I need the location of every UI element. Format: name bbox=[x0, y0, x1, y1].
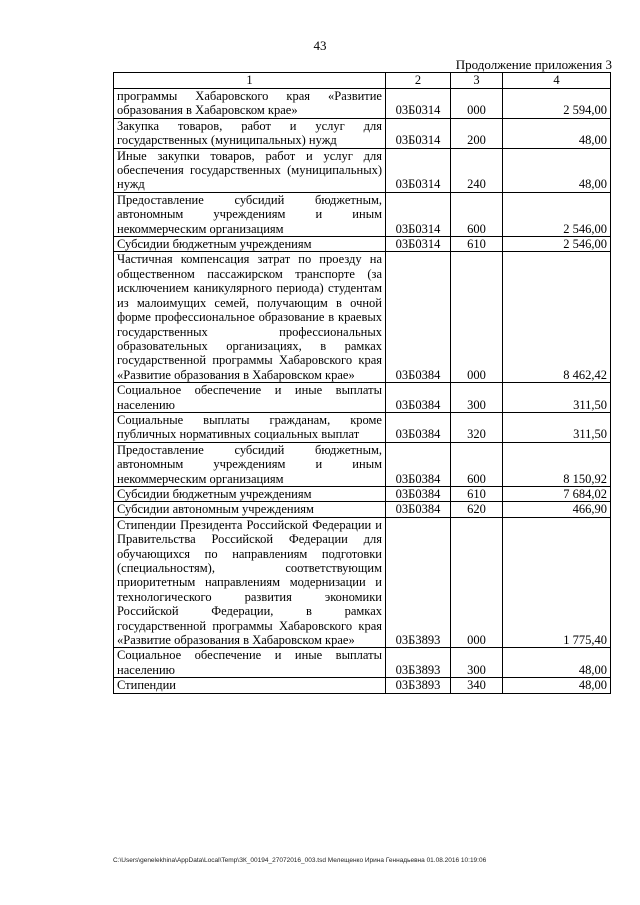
budget-table bbox=[113, 72, 611, 694]
row-code-cell: 03Б0384 bbox=[386, 252, 451, 383]
row-subcode-cell: 600 bbox=[451, 442, 503, 486]
row-subcode-cell: 000 bbox=[451, 89, 503, 119]
row-amount-cell: 8 462,42 bbox=[503, 252, 611, 383]
row-name-cell: Иные закупки товаров, работ и услуг для обеспечения государственных (муниципальных) нужд bbox=[114, 148, 386, 192]
row-amount-cell: 48,00 bbox=[503, 678, 611, 693]
row-name-cell: Предоставление субсидий бюджетным, автономным учреждениям и иным некоммерческим организациям bbox=[114, 192, 386, 236]
row-name-cell: Социальное обеспечение и иные выплаты населению bbox=[114, 648, 386, 678]
row-code-cell: 03Б0314 bbox=[386, 89, 451, 119]
table-row bbox=[114, 412, 611, 442]
page-number: 43 bbox=[313, 38, 327, 53]
column-header: 2 bbox=[386, 73, 451, 89]
row-code-cell: 03Б0384 bbox=[386, 442, 451, 486]
row-name-cell: Стипендии bbox=[114, 678, 386, 693]
table-row bbox=[114, 383, 611, 413]
row-name-cell: Закупка товаров, работ и услуг для государственных (муниципальных) нужд bbox=[114, 118, 386, 148]
table-row bbox=[114, 118, 611, 148]
row-code-cell: 03Б0314 bbox=[386, 192, 451, 236]
row-amount-cell: 311,50 bbox=[503, 412, 611, 442]
table-row bbox=[114, 192, 611, 236]
row-subcode-cell: 600 bbox=[451, 192, 503, 236]
row-subcode-cell: 300 bbox=[451, 383, 503, 413]
table-row bbox=[114, 486, 611, 501]
row-amount-cell: 1 775,40 bbox=[503, 517, 611, 648]
row-code-cell: 03Б3893 bbox=[386, 648, 451, 678]
table-row bbox=[114, 442, 611, 486]
row-subcode-cell: 300 bbox=[451, 648, 503, 678]
row-amount-cell: 7 684,02 bbox=[503, 486, 611, 501]
column-header: 1 bbox=[114, 73, 386, 89]
row-amount-cell: 48,00 bbox=[503, 148, 611, 192]
row-name-cell: Стипендии Президента Российской Федерации и Правительства Российской Федерации для обучающихся по направлениям подготовки (специальностям), соответствующим приоритетным направлениям модернизации и технологического развития экономики Российской Федерации, в рамках государственной программы Хабаровского края «Развитие образования в Хабаровском крае» bbox=[114, 517, 386, 648]
table-row bbox=[114, 517, 611, 648]
row-name-cell: Субсидии автономным учреждениям bbox=[114, 502, 386, 517]
row-code-cell: 03Б3893 bbox=[386, 517, 451, 648]
column-header: 4 bbox=[503, 73, 611, 89]
row-amount-cell: 8 150,92 bbox=[503, 442, 611, 486]
row-code-cell: 03Б0314 bbox=[386, 118, 451, 148]
row-amount-cell: 48,00 bbox=[503, 118, 611, 148]
row-code-cell: 03Б0384 bbox=[386, 502, 451, 517]
row-subcode-cell: 200 bbox=[451, 118, 503, 148]
table-body bbox=[114, 89, 611, 694]
row-name-cell: Социальное обеспечение и иные выплаты населению bbox=[114, 383, 386, 413]
footer-file-path: C:\Users\genelekhina\AppData\Local\Temp\ЗК_00194_27072016_003.tsd Мелещенко Ирина Геннадьевна 01.08.2016 10:19:06 bbox=[113, 857, 487, 864]
row-code-cell: 03Б0314 bbox=[386, 148, 451, 192]
continuation-label: Продолжение приложения 3 bbox=[455, 57, 612, 72]
row-amount-cell: 466,90 bbox=[503, 502, 611, 517]
table-row bbox=[114, 678, 611, 693]
row-name-cell: Субсидии бюджетным учреждениям bbox=[114, 486, 386, 501]
table-row bbox=[114, 252, 611, 383]
row-name-cell: Частичная компенсация затрат по проезду на общественном пассажирском транспорте (за исключением каникулярного периода) студентам из малоимущих семей, получающим в очной форме профессиональное образование в краевых государственных профессиональных образовательных организациях, в рамках государственной программы Хабаровского края «Развитие образования в Хабаровском крае» bbox=[114, 252, 386, 383]
row-code-cell: 03Б0384 bbox=[386, 412, 451, 442]
row-code-cell: 03Б0384 bbox=[386, 486, 451, 501]
row-subcode-cell: 000 bbox=[451, 517, 503, 648]
table-row bbox=[114, 148, 611, 192]
row-subcode-cell: 340 bbox=[451, 678, 503, 693]
row-subcode-cell: 620 bbox=[451, 502, 503, 517]
row-subcode-cell: 240 bbox=[451, 148, 503, 192]
row-amount-cell: 311,50 bbox=[503, 383, 611, 413]
table-row bbox=[114, 89, 611, 119]
table-row bbox=[114, 648, 611, 678]
row-name-cell: Субсидии бюджетным учреждениям bbox=[114, 237, 386, 252]
header-row bbox=[114, 73, 611, 89]
row-name-cell: программы Хабаровского края «Развитие образования в Хабаровском крае» bbox=[114, 89, 386, 119]
row-subcode-cell: 320 bbox=[451, 412, 503, 442]
table-row bbox=[114, 237, 611, 252]
row-code-cell: 03Б3893 bbox=[386, 678, 451, 693]
row-subcode-cell: 610 bbox=[451, 237, 503, 252]
row-subcode-cell: 000 bbox=[451, 252, 503, 383]
row-name-cell: Предоставление субсидий бюджетным, автономным учреждениям и иным некоммерческим организациям bbox=[114, 442, 386, 486]
row-amount-cell: 2 546,00 bbox=[503, 237, 611, 252]
row-amount-cell: 2 546,00 bbox=[503, 192, 611, 236]
row-amount-cell: 48,00 bbox=[503, 648, 611, 678]
row-code-cell: 03Б0384 bbox=[386, 383, 451, 413]
column-header: 3 bbox=[451, 73, 503, 89]
row-subcode-cell: 610 bbox=[451, 486, 503, 501]
row-amount-cell: 2 594,00 bbox=[503, 89, 611, 119]
table-row bbox=[114, 502, 611, 517]
row-code-cell: 03Б0314 bbox=[386, 237, 451, 252]
row-name-cell: Социальные выплаты гражданам, кроме публичных нормативных социальных выплат bbox=[114, 412, 386, 442]
